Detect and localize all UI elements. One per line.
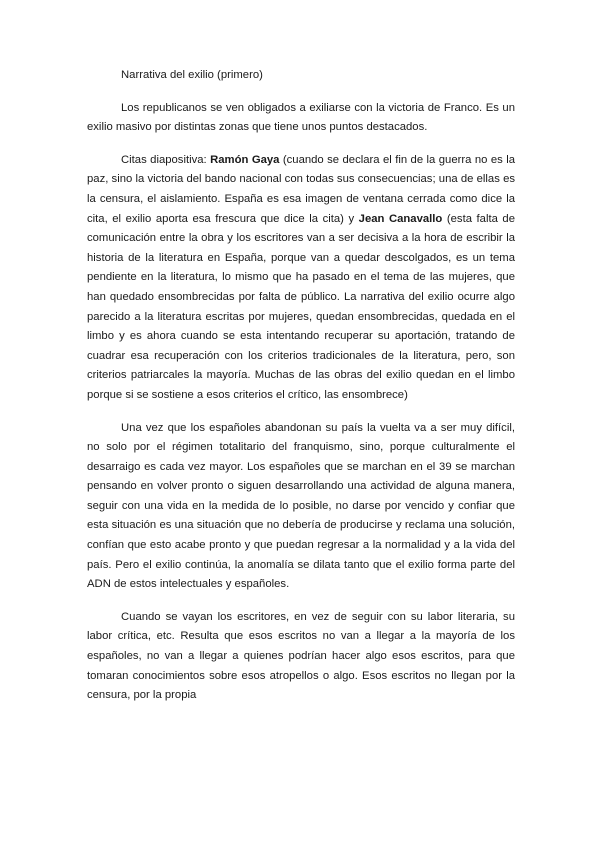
- document-body: [87, 66, 515, 719]
- citation-gaya-text: (cuando se declara el fin de la guerra no es la paz, sino la victoria del bando nacional con todas sus consecuencias; una de ellas es la censura, el aislamiento. España es esa imagen de ventana cerrada como dice la cita, el exilio aporta esa frescura que dice la cita) y: [87, 153, 515, 225]
- author-name-jean-canavallo: Jean Canavallo: [358, 212, 443, 225]
- paragraph-writers-censorship: Cuando se vayan los escritores, en vez de seguir con su labor literaria, su labor crítica, etc. Resulta que esos escritos no van a llegar a la mayoría de los españoles, no van a llegar a quienes podrían hacer algo esos escritos, para que tomaran conocimientos sobre esos atropellos o algo. Esos escritos no llegan por la censura, por la propia: [87, 610, 515, 702]
- document-title: Narrativa del exilio (primero): [121, 69, 263, 81]
- paragraph-return-difficulty: Una vez que los españoles abandonan su país la vuelta va a ser muy difícil, no solo por el régimen totalitario del franquismo, sino, porque culturalmente el desarraigo es cada vez mayor. Los españoles que se marchan en el 39 se marchan pensando en volver pronto o siguen desarrollando una actividad de alguna manera, seguir con una vida en la medida de lo posible, no darse por vencido y confiar que esta situación es una situación que no debería de producirse y reclama una solución, confían que esto acabe pronto y que puedan regresar a la normalidad y a la vida del país. Pero el exilio continúa, la anomalía se dilata tanto que el exilio forma parte del ADN de estos intelectuales y españoles.: [87, 421, 515, 591]
- citations-intro: Citas diapositiva:: [121, 153, 211, 166]
- paragraph-exile-intro: Los republicanos se ven obligados a exiliarse con la victoria de Franco. Es un exilio masivo por distintas zonas que tiene unos puntos destacados.: [87, 101, 515, 134]
- paragraph-citations: [87, 151, 515, 406]
- citation-canavallo-text: (esta falta de comunicación entre la obra y los escritores van a ser decisiva a la hora de escribir la historia de la literatura en España, porque van a quedar descolgados, es un tema pendiente en la literatura, lo mismo que ha pasado en el tema de las mujeres, que han quedado ensombrecidas por falta de público. La narrativa del exilio ocurre algo parecido a la literatura escritas por mujeres, quedan ensombrecidas, quedada en el limbo y es ahora cuando se esta intentando recuperar su aportación, tratando de cuadrar esa recuperación con los criterios tradicionales de la literatura, pero, son criterios patriarcales la mayoría. Muchas de las obras del exilio quedan en el limbo porque si se sostiene a esos criterios el crítico, las ensombrece): [87, 212, 515, 401]
- author-name-ramon-gaya: Ramón Gaya: [210, 153, 280, 166]
